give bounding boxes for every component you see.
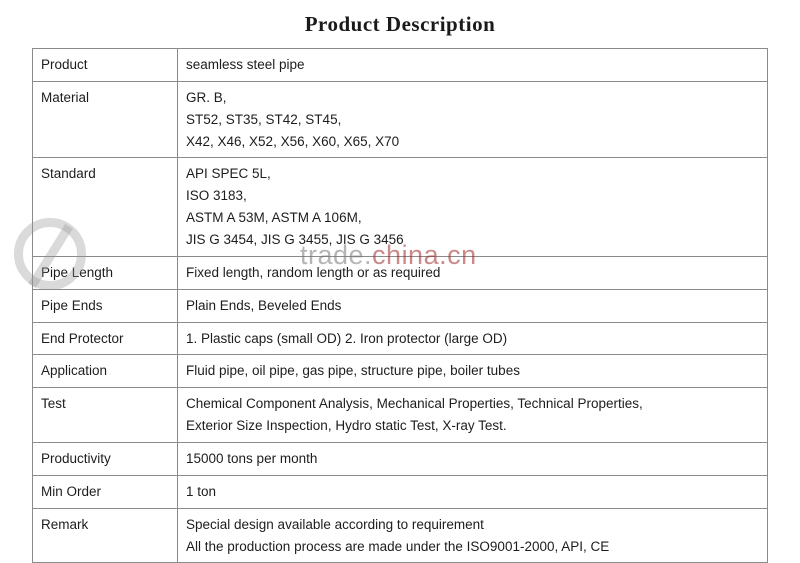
- page-title: Product Description: [304, 12, 496, 36]
- table-cell-line: 15000 tons per month: [186, 451, 318, 467]
- table-row: [33, 158, 768, 256]
- watermark-text-accent: china.cn: [372, 240, 477, 270]
- product-description-table: [32, 48, 768, 563]
- table-row: [33, 81, 768, 158]
- table-cell-line: Chemical Component Analysis, Mechanical Properties, Technical Properties,: [186, 396, 643, 412]
- table-cell-value: [178, 158, 768, 256]
- table-cell-line: Fixed length, random length or as required: [186, 264, 441, 280]
- table-cell-value: [178, 289, 768, 322]
- product-description-table-wrap: [32, 48, 768, 563]
- table-cell-line: X42, X46, X52, X56, X60, X65, X70: [186, 133, 400, 149]
- table-cell-label: Min Order: [33, 475, 178, 508]
- table-cell-line: Fluid pipe, oil pipe, gas pipe, structure pipe, boiler tubes: [186, 363, 520, 379]
- table-cell-label: Product: [33, 49, 178, 82]
- table-cell-value: [178, 81, 768, 158]
- table-cell-line: 1 ton: [186, 483, 217, 499]
- table-row: [33, 289, 768, 322]
- table-row: [33, 256, 768, 289]
- table-cell-value: [178, 256, 768, 289]
- table-cell-line: 1. Plastic caps (small OD) 2. Iron protector (large OD): [186, 330, 508, 346]
- table-cell-label: Productivity: [33, 443, 178, 476]
- table-cell-line: Special design available according to requirement: [186, 516, 484, 532]
- table-row: [33, 49, 768, 82]
- table-cell-line: All the production process are made under the ISO9001-2000, API, CE: [186, 538, 610, 554]
- table-cell-value: [178, 49, 768, 82]
- table-cell-line: Plain Ends, Beveled Ends: [186, 297, 342, 313]
- table-body: [33, 49, 768, 563]
- table-cell-line: ST52, ST35, ST42, ST45,: [186, 111, 342, 127]
- table-cell-value: [178, 475, 768, 508]
- table-row: [33, 355, 768, 388]
- table-cell-value: [178, 443, 768, 476]
- table-cell-label: Application: [33, 355, 178, 388]
- table-row: [33, 443, 768, 476]
- table-cell-label: Pipe Ends: [33, 289, 178, 322]
- table-cell-line: ASTM A 53M, ASTM A 106M,: [186, 210, 362, 226]
- table-cell-label: Pipe Length: [33, 256, 178, 289]
- table-cell-value: [178, 322, 768, 355]
- table-cell-label: Test: [33, 388, 178, 443]
- table-cell-line: seamless steel pipe: [186, 57, 305, 72]
- table-cell-label: Remark: [33, 508, 178, 563]
- table-row: [33, 475, 768, 508]
- table-cell-value: [178, 508, 768, 563]
- table-cell-line: API SPEC 5L,: [186, 166, 271, 182]
- table-cell-value: [178, 388, 768, 443]
- table-cell-label: End Protector: [33, 322, 178, 355]
- table-cell-label: Material: [33, 81, 178, 158]
- watermark-text-plain: trade.: [300, 240, 373, 270]
- table-cell-line: Exterior Size Inspection, Hydro static Test, X-ray Test.: [186, 418, 507, 434]
- table-cell-value: [178, 355, 768, 388]
- table-row: [33, 388, 768, 443]
- table-cell-line: GR. B,: [186, 89, 227, 105]
- table-row: [33, 508, 768, 563]
- table-row: [33, 322, 768, 355]
- table-cell-line: ISO 3183,: [186, 188, 247, 204]
- table-cell-line: JIS G 3454, JIS G 3455, JIS G 3456: [186, 232, 404, 248]
- table-cell-label: Standard: [33, 158, 178, 256]
